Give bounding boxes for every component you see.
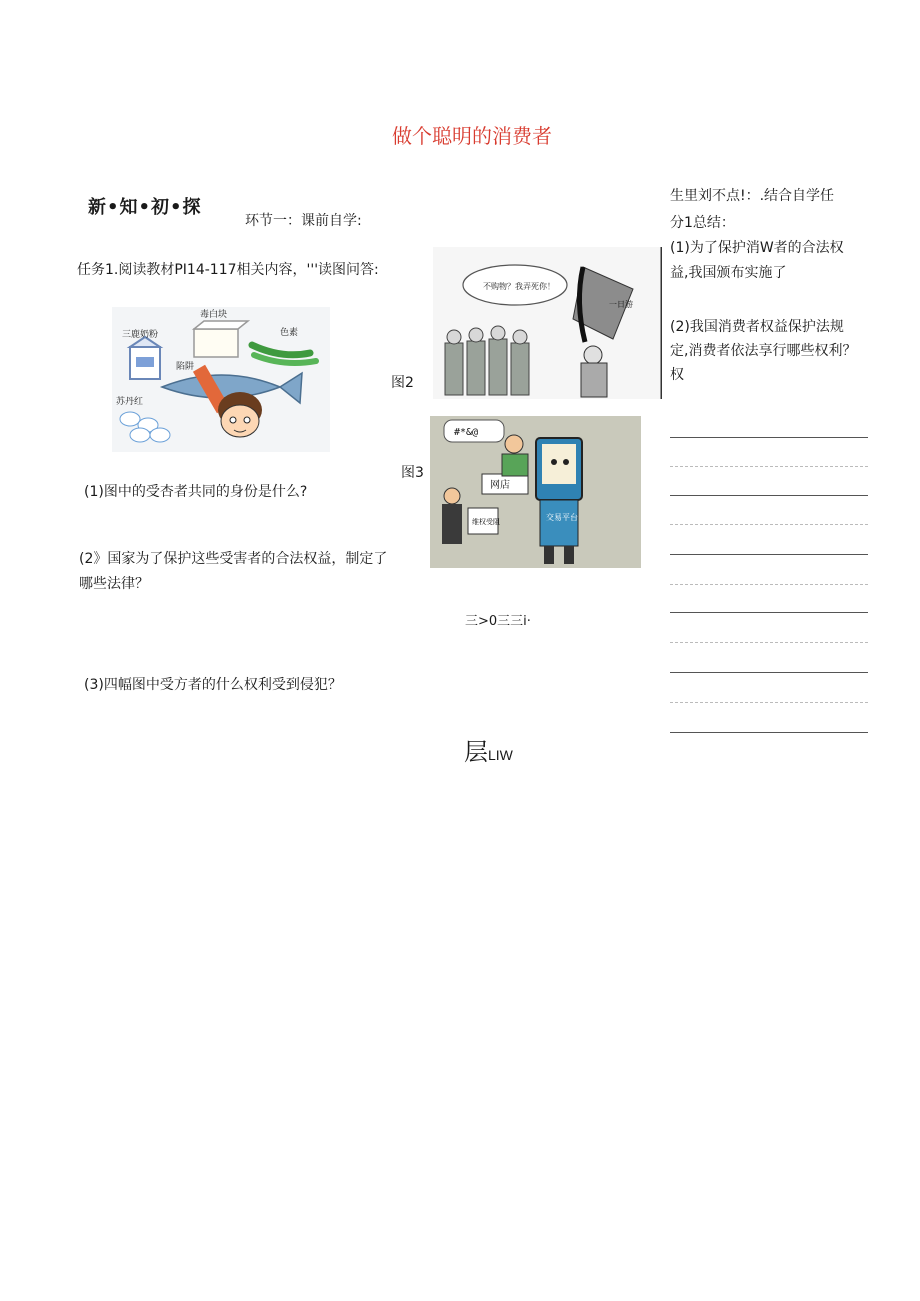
figure-2-label: 图2 [391, 375, 414, 391]
side-line: (2)我国消费者权益保护法规 [670, 319, 844, 335]
tour-coercion-illustration [433, 247, 662, 399]
side-line: 益,我国颁布实施了 [670, 265, 787, 281]
answer-line [670, 584, 868, 585]
scan-artifact-text: 三>0三三i· [465, 614, 531, 629]
answer-line [670, 466, 868, 467]
page-title: 做个聪明的消费者 [392, 124, 552, 148]
pic2-bubble: 不购物？我弄死你！ [483, 282, 555, 291]
pic1-label: 陷阱 [176, 362, 195, 372]
answer-line [670, 612, 868, 613]
question-1: (1)图中的受杏者共同的身份是什么? [84, 484, 308, 500]
task-instruction: 任务1.阅读教材PI14-117相关内容，'''读图问答: [77, 262, 379, 278]
question-2-line-2: 哪些法律？ [79, 576, 149, 592]
pic3-platform-text: 交易平台 [546, 513, 578, 522]
answer-line [670, 524, 868, 525]
pic1-label: 三鹿奶粉 [122, 330, 159, 340]
section-heading: 新•知•初•探 [88, 197, 202, 218]
online-shop-drawing [430, 416, 641, 568]
pic2-flag-text: 一日游 [609, 300, 633, 309]
answer-line [670, 495, 868, 496]
food-safety-drawing [112, 307, 330, 452]
side-line: 生里刘不点!：.结合自学任 [670, 188, 835, 204]
answer-line [670, 554, 868, 555]
bottom-text [464, 732, 513, 767]
question-2-line-1: (2》国家为了保护这些受害者的合法权益，制定了 [79, 551, 388, 567]
pic3-shop-sign: 网店 [490, 480, 510, 491]
answer-line [670, 437, 868, 438]
answer-line [670, 642, 868, 643]
stage-label: 环节一：课前自学: [245, 213, 362, 229]
figure-3-label: 图3 [401, 465, 424, 481]
tour-coercion-drawing [433, 247, 662, 399]
pic3-bubble: #*&@ [454, 427, 479, 438]
bottom-glyph: 层 [464, 738, 488, 766]
answer-line [670, 672, 868, 673]
question-3: (3)四幅图中受方者的什么权利受到侵犯？ [84, 677, 342, 693]
answer-line [670, 702, 868, 703]
pic3-sign-text: 维权受阻 [472, 518, 500, 526]
side-line: 分1总结： [670, 215, 735, 231]
food-safety-illustration [112, 307, 330, 452]
pic1-label: 毒白块 [200, 310, 228, 320]
side-line: 权 [670, 367, 684, 383]
pic1-label: 色素 [280, 328, 299, 338]
online-shop-illustration [430, 416, 641, 568]
side-line: (1)为了保护消W者的合法权 [670, 240, 844, 256]
pic1-label: 苏丹红 [116, 397, 144, 407]
bottom-latin: LIW [488, 747, 513, 763]
answer-line [670, 732, 868, 733]
side-line: 定,消费者依法享行哪些权利？ [670, 343, 857, 359]
